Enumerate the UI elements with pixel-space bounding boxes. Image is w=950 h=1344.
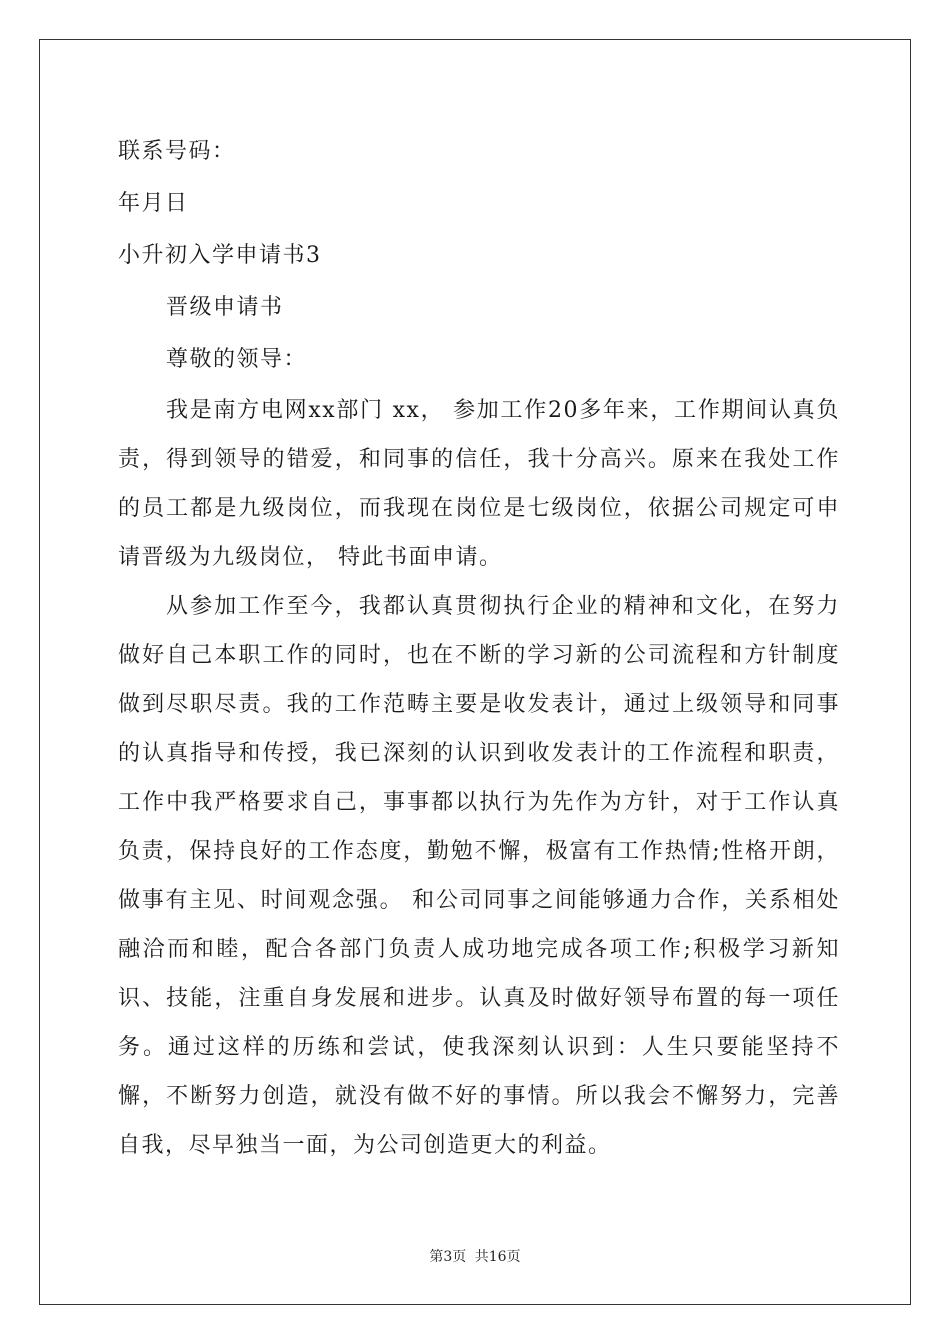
salutation: 尊敬的领导： xyxy=(166,347,308,372)
document-body xyxy=(118,126,840,1170)
body-paragraph-1: 我是南方电网xx部门 xx， 参加工作20多年来，工作期间认真负责，得到领导的错爱，和同事的信任，我十分高兴。原来在我处工作的员工都是九级岗位，而我现在岗位是七级岗位，依据公司规定可申请晋级为九级岗位， 特此书面申请。 xyxy=(118,398,840,570)
contact-line: 联系号码： xyxy=(118,139,236,164)
page-total: 共16页 xyxy=(474,1249,521,1265)
date-line: 年月日 xyxy=(118,191,189,216)
body-paragraph-2: 从参加工作至今，我都认真贯彻执行企业的精神和文化，在努力做好自己本职工作的同时，也在不断的学习新的公司流程和方针制度做到尽职尽责。我的工作范畴主要是收发表计，通过上级领导和同事的认真指导和传授，我已深刻的认识到收发表计的工作流程和职责，工作中我严格要求自己，事事都以执行为先作为方针，对于工作认真负责，保持良好的工作态度，勤勉不懈，极富有工作热情;性格开朗，做事有主见、时间观念强。 和公司同事之间能够通力合作，关系相处融洽而和睦，配合各部门负责人成功地完成各项工作;积极学习新知识、技能，注重自身发展和进步。认真及时做好领导布置的每一项任务。通过这样的历练和尝试，使我深刻认识到：人生只要能坚持不懈，不断努力创造，就没有做不好的事情。所以我会不懈努力，完善自我，尽早独当一面，为公司创造更大的利益。 xyxy=(118,594,840,1158)
page-footer xyxy=(0,1246,950,1266)
document-title: 小升初入学申请书3 xyxy=(118,243,322,268)
letter-subtitle: 晋级申请书 xyxy=(166,295,284,320)
page-number: 第3页 xyxy=(429,1249,467,1265)
